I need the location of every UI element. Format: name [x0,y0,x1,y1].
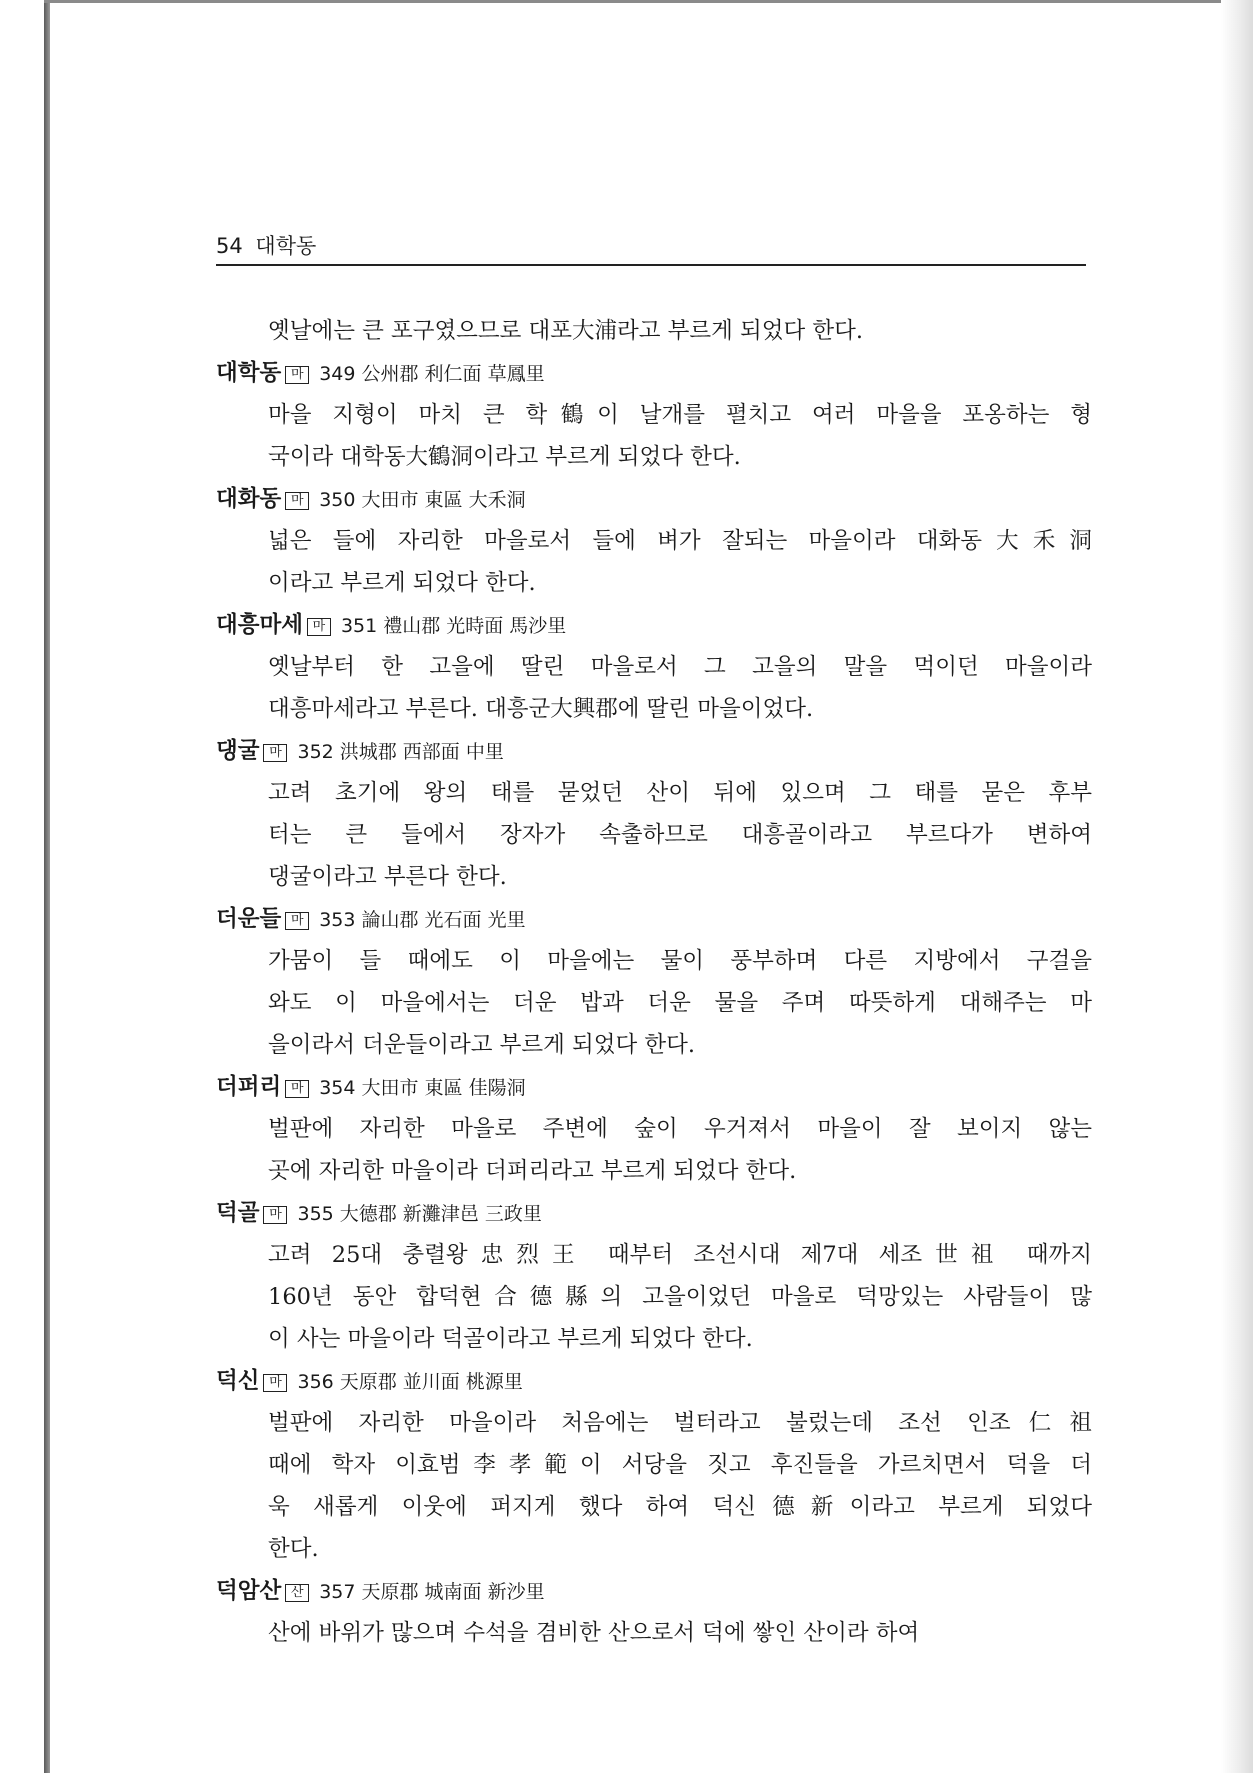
entry-headword: 덕골 [216,1200,260,1226]
entry-text-line: 국이라 대학동大鶴洞이라고 부르게 되었다 한다. [268,444,741,470]
entry-location: 天原郡 城南面 新沙里 [361,1581,545,1603]
entry-type-badge: 산 [285,1584,309,1602]
entry-text-line: 댕굴이라고 부른다 한다. [268,864,507,890]
entry-text-line: 160년 동안 합덕현合德縣의 고을이었던 마을로 덕망있는 사람들이 많 [268,1284,1092,1310]
entry-location: 洪城郡 西部面 中里 [339,741,504,763]
entry-number: 355 [297,1203,334,1225]
entry-text-line: 한다. [268,1536,319,1562]
entry-heading [212,604,1092,646]
entry-heading [212,352,1092,394]
dictionary-entry [212,604,1092,730]
entry-type-badge: 마 [263,1374,287,1392]
entry-location: 大德郡 新灘津邑 三政里 [339,1203,542,1225]
entry-headword: 댕굴 [216,738,260,764]
entry-type-badge: 마 [285,912,309,930]
entry-heading [212,478,1092,520]
entry-location: 大田市 東區 佳陽洞 [361,1077,526,1099]
entry-number: 352 [297,741,334,763]
dictionary-entry [212,730,1092,898]
entry-text-line: 벌판에 자리한 마을이라 처음에는 벌터라고 불렀는데 조선 인조仁祖 [268,1410,1092,1436]
dictionary-entry [212,1570,1092,1654]
entry-text-line: 이 사는 마을이라 덕골이라고 부르게 되었다 한다. [268,1326,753,1352]
entry-headword: 덕신 [216,1368,260,1394]
page-shadow-right [1221,0,1253,1773]
dictionary-entry [212,1360,1092,1570]
entry-heading [212,898,1092,940]
entry-text-line: 때에 학자 이효범李孝範이 서당을 짓고 후진들을 가르치면서 덕을 더 [268,1452,1092,1478]
entry-number: 353 [319,909,356,931]
entry-location: 天原郡 並川面 桃源里 [339,1371,523,1393]
entry-location: 禮山郡 光時面 馬沙里 [383,615,567,637]
entry-heading [212,1570,1092,1612]
dictionary-entry [212,1066,1092,1192]
entry-type-badge: 마 [285,1080,309,1098]
entry-type-badge: 마 [285,492,309,510]
entry-location: 大田市 東區 大禾洞 [361,489,526,511]
entry-text-line: 고려 25대 충렬왕忠烈王 때부터 조선시대 제7대 세조世祖 때까지 [268,1242,1092,1268]
dictionary-entry [212,352,1092,478]
entry-text-line: 넓은 들에 자리한 마을로서 들에 벼가 잘되는 마을이라 대화동大禾洞 [268,528,1092,554]
entry-type-badge: 마 [307,618,331,636]
page-content [212,310,1092,1654]
entry-type-badge: 마 [263,744,287,762]
entry-text-line: 욱 새롭게 이웃에 퍼지게 했다 하여 덕신德新이라고 부르게 되었다 [268,1494,1092,1520]
entry-headword: 대학동 [216,360,282,386]
entry-number: 351 [340,615,378,637]
entry-number: 354 [319,1077,356,1099]
entry-heading [212,1066,1092,1108]
dictionary-entry [212,478,1092,604]
entry-headword: 대화동 [216,486,282,512]
entry-text-line: 마을 지형이 마치 큰 학鶴이 날개를 펼치고 여러 마을을 포옹하는 형 [268,402,1092,428]
entry-text-line: 산에 바위가 많으며 수석을 겸비한 산으로서 덕에 쌓인 산이라 하여 [268,1620,920,1646]
page-number: 54 [216,234,243,258]
entry-headword: 덕암산 [216,1578,282,1604]
entry-number: 356 [297,1371,334,1393]
entry-text-line: 대흥마세라고 부른다. 대흥군大興郡에 딸린 마을이었다. [268,696,814,722]
entry-list [212,352,1092,1654]
intro-line: 옛날에는 큰 포구였으므로 대포大浦라고 부르게 되었다 한다. [268,318,863,344]
entry-heading [212,730,1092,772]
entry-text-line: 을이라서 더운들이라고 부르게 되었다 한다. [268,1032,695,1058]
entry-text-line: 고려 초기에 왕의 태를 묻었던 산이 뒤에 있으며 그 태를 묻은 후부 [268,780,1092,806]
entry-headword: 더운들 [216,906,282,932]
entry-text-line: 터는 큰 들에서 장자가 속출하므로 대흥골이라고 부르다가 변하여 [268,822,1092,848]
entry-text-line: 와도 이 마을에서는 더운 밥과 더운 물을 주며 따뜻하게 대해주는 마 [268,990,1092,1016]
running-head-title: 대학동 [255,234,317,258]
entry-type-badge: 마 [263,1206,287,1224]
entry-text-line: 곳에 자리한 마을이라 더퍼리라고 부르게 되었다 한다. [268,1158,797,1184]
entry-location: 公州郡 利仁面 草鳳里 [361,363,545,385]
dictionary-entry [212,1192,1092,1360]
entry-headword: 대흥마세 [216,612,303,638]
entry-number: 357 [319,1581,356,1603]
entry-type-badge: 마 [285,366,309,384]
entry-text-line: 이라고 부르게 되었다 한다. [268,570,536,596]
entry-number: 349 [319,363,356,385]
entry-text-line: 가뭄이 들 때에도 이 마을에는 물이 풍부하며 다른 지방에서 구걸을 [268,948,1092,974]
entry-heading [212,1192,1092,1234]
entry-number: 350 [319,489,356,511]
entry-heading [212,1360,1092,1402]
running-head [216,232,1086,266]
entry-text-line: 옛날부터 한 고을에 딸린 마을로서 그 고을의 말을 먹이던 마을이라 [268,654,1092,680]
entry-headword: 더퍼리 [216,1074,282,1100]
dictionary-entry [212,898,1092,1066]
entry-location: 論山郡 光石面 光里 [361,909,526,931]
entry-text-line: 벌판에 자리한 마을로 주변에 숲이 우거져서 마을이 잘 보이지 않는 [268,1116,1092,1142]
